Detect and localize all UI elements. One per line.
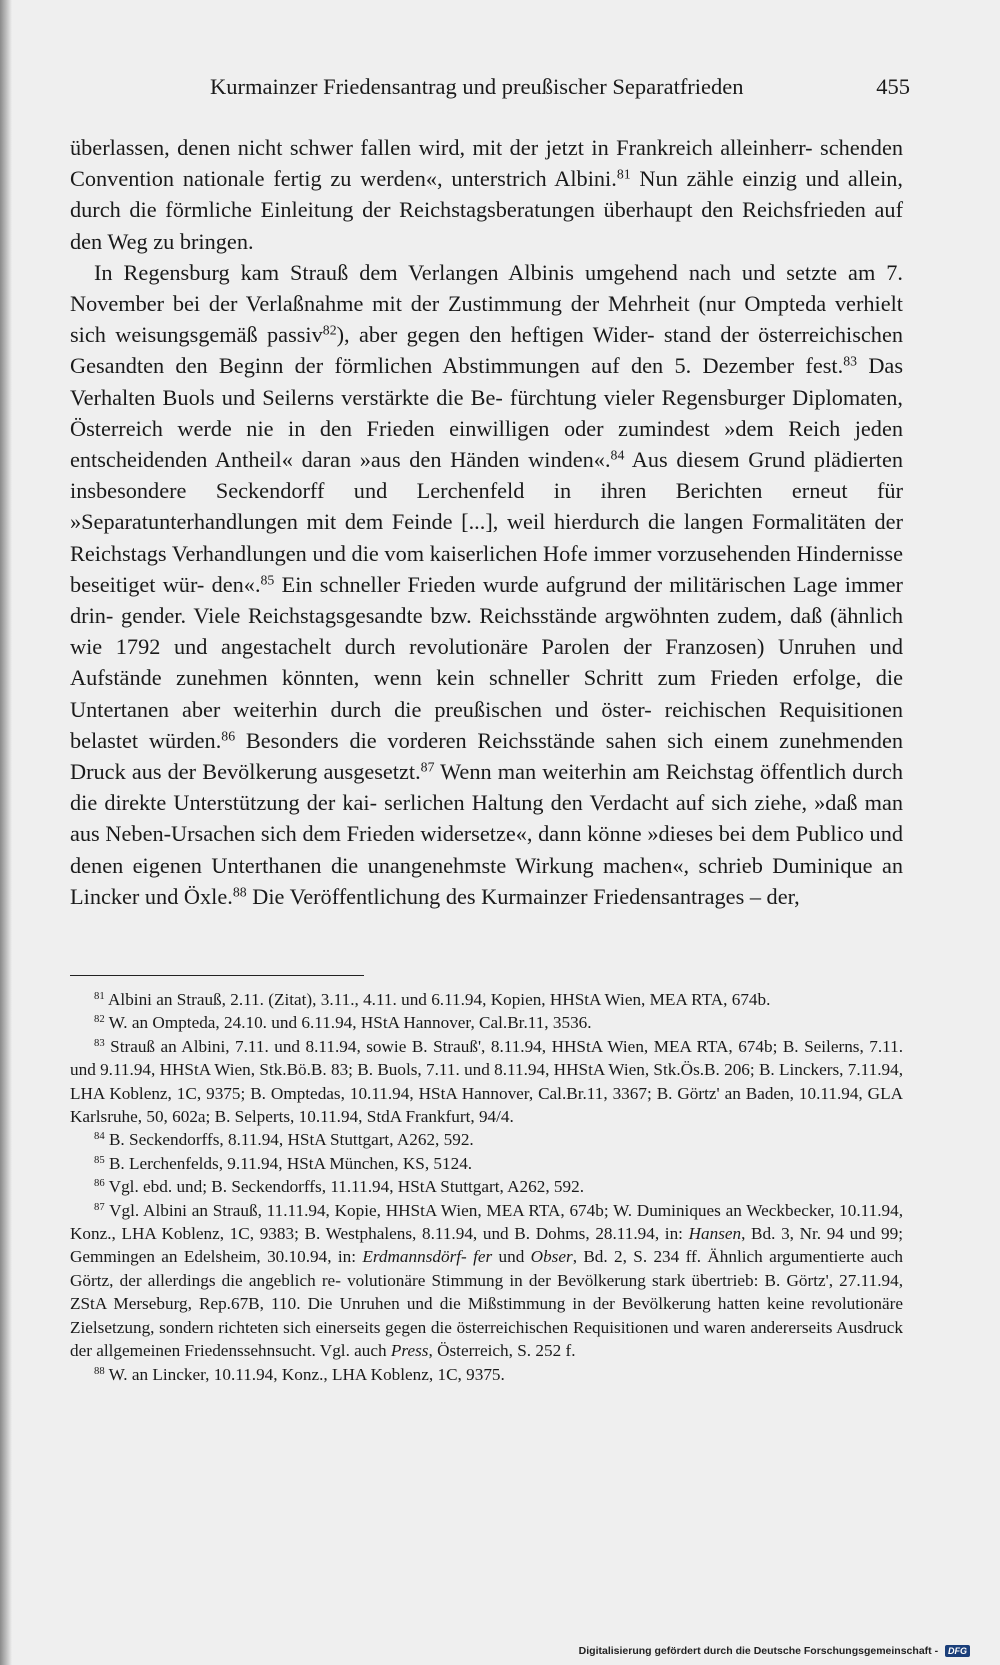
main-text — [70, 132, 903, 912]
text-run: Besonders die vorderen Reichsstände sahen sich einem zunehmenden Druck aus der Bevölkerung ausgesetzt. — [70, 727, 903, 785]
text-run: Das Verhalten Buols und Seilerns verstärkte die Be- fürchtung vieler Regensburger Diplomaten, Österreich werde nie in den Frieden einwilligen oder zumindest »dem Reich jeden entscheidenden Antheil« daran »aus den Händen winden«. — [70, 353, 904, 473]
italic-text: Erdmannsdörf- fer — [362, 1247, 493, 1267]
footnote-ref: 86 — [221, 728, 236, 744]
footnote-number: 82 — [94, 1014, 105, 1026]
paragraph — [70, 132, 903, 257]
footnote — [70, 1175, 903, 1198]
text-run: Aus diesem Grund plädierten insbesondere Seckendorff und Lerchenfeld in ihren Berichten erneut für »Separatunterhandlungen mit dem Feinde [...], weil hierdurch die langen Formalitäten der Reichstags Verhandlungen und die vom kaiserlichen Hofe immer vorzusehenden Hindernisse beseitiget wür- den«. — [70, 447, 903, 597]
text-run: B. Lerchenfelds, 9.11.94, HStA München, KS, 5124. — [108, 1153, 473, 1173]
footnote-number: 83 — [94, 1037, 105, 1049]
paragraph — [70, 257, 903, 912]
footnote-separator — [70, 975, 364, 976]
text-run: , Bd. 2, S. 234 ff. Ähnlich argumentierte auch Görtz, der allerdings die angeblich re- volutionäre Stimmung in der Bevölkerung stark übertrieb: B. Görtz', 27.11.94, ZStA Merseburg, Rep.67B, 110. Die Unruhen und die Mißstimmung in der Bevölkerung hatten keine revolutionäre Zielsetzung, sondern richteten sich einerseits gegen die österreichischen Requisitionen und waren andererseits Ausdruck der allgemeinen Friedenssehnsucht. Vgl. auch — [70, 1247, 903, 1361]
running-title: Kurmainzer Friedensantrag und preußischer Separatfrieden — [210, 74, 744, 99]
text-run: W. an Lincker, 10.11.94, Konz., LHA Koblenz, 1C, 9375. — [108, 1364, 505, 1384]
footnote-number: 88 — [94, 1365, 105, 1377]
text-run: Wenn man weiterhin am Reichstag öffentlich durch die direkte Unterstützung der kai- serlichen Haltung den Verdacht auf sich ziehe, »daß man aus Neben-Ursachen sich dem Frieden widersetze«, dann könne »dieses bei dem Publico und denen eigenen Unterthanen die unangenehmste Wirkung machen«, schrieb Duminique an Lincker und Öxle. — [70, 759, 903, 909]
text-run: W. an Ompteda, 24.10. und 6.11.94, HStA Hannover, Cal.Br.11, 3536. — [108, 1013, 592, 1033]
text-run: B. Seckendorffs, 8.11.94, HStA Stuttgart, A262, 592. — [108, 1130, 474, 1150]
footnote-ref: 85 — [260, 572, 275, 588]
text-run: und — [492, 1247, 531, 1267]
italic-text: Hansen — [688, 1224, 742, 1244]
footnote-number: 87 — [94, 1201, 105, 1213]
text-run: Albini an Strauß, 2.11. (Zitat), 3.11., 4.11. und 6.11.94, Kopien, HHStA Wien, MEA RTA, 674b. — [108, 990, 771, 1009]
footnotes — [70, 988, 903, 1386]
credit-text: Digitalisierung gefördert durch die Deutsche Forschungsgemeinschaft — [578, 1645, 932, 1658]
text-run: , Bd. 3, Nr. 94 und 99; Gemmingen an Edelsheim, 30.10.94, in: — [70, 1224, 903, 1267]
text-run: ), aber gegen den heftigen Wider- stand der österreichischen Gesandten den Beginn der förmlichen Abstimmungen auf den 5. Dezember fest. — [70, 322, 903, 379]
italic-text: Obser — [530, 1247, 573, 1267]
footnote-ref: 87 — [420, 759, 435, 775]
footnote — [70, 1011, 903, 1034]
text-run: Vgl. ebd. und; B. Seckendorffs, 11.11.94, HStA Stuttgart, A262, 592. — [108, 1177, 585, 1197]
page-gutter-shadow — [0, 0, 12, 1665]
footnote-number: 84 — [94, 1131, 105, 1143]
text-run: Strauß an Albini, 7.11. und 8.11.94, sowie B. Strauß', 8.11.94, HHStA Wien, MEA RTA, 674b; B. Seilerns, 7.11. und 9.11.94, HHStA Wien, Stk.Bö.B. 83; B. Buols, 7.11. und 8.11.94, HHStA Wien, Stk.Ös.B. 206; B. Linckers, 7.11.94, LHA Koblenz, 1C, 9375; B. Omptedas, 10.11.94, HStA Hannover, Cal.Br.11, 3367; B. Görtz' an Baden, 10.11.94, GLA Karlsruhe, 50, 602a; B. Selperts, 10.11.94, StdA Frankfurt, 94/4. — [70, 1036, 904, 1127]
footnote-ref: 81 — [616, 166, 631, 182]
text-run: überlassen, denen nicht schwer fallen wird, mit der jetzt in Frankreich alleinherr- schenden Convention nationale fertig zu werden«, unterstrich Albini. — [70, 135, 903, 192]
footnote-ref: 82 — [322, 322, 337, 338]
footnote-number: 85 — [94, 1154, 105, 1166]
footnote — [70, 1035, 903, 1129]
text-run: , Österreich, S. 252 f. — [428, 1341, 576, 1361]
footnote-ref: 83 — [843, 353, 858, 369]
footnote — [70, 1128, 903, 1151]
footnote — [70, 1152, 903, 1175]
footnote-number: 81 — [94, 991, 105, 1003]
footnote-number: 86 — [94, 1178, 105, 1190]
italic-text: Press — [390, 1341, 429, 1361]
text-run: In Regensburg kam Strauß dem Verlangen Albinis umgehend nach und setzte am 7. November bei der Verlaßnahme mit der Zustimmung der Mehrheit (nur Ompteda verhielt sich weisungsgemäß passiv — [70, 259, 903, 348]
footnote-ref: 88 — [232, 884, 247, 900]
text-run: Vgl. Albini an Strauß, 11.11.94, Kopie, HHStA Wien, MEA RTA, 674b; W. Duminiques an Weckbecker, 10.11.94, Konz., LHA Koblenz, 1C, 9383; B. Westphalens, 8.11.94, und B. Dohms, 28.11.94, in: — [70, 1200, 903, 1244]
footnote — [70, 1363, 903, 1386]
text-run: Die Veröffentlichung des Kurmainzer Friedensantrages – der, — [246, 883, 800, 909]
footnote — [70, 1199, 903, 1363]
footnote-ref: 84 — [610, 447, 625, 463]
text-run: Ein schneller Frieden wurde aufgrund der militärischen Lage immer drin- gender. Viele Reichstagsgesandte bzw. Reichsstände argwöhnten zudem, daß (ähnlich wie 1792 und angestachelt durch revolutionäre Parolen der Franzosen) Unruhen und Aufstände zunehmen könnten, wenn kein schneller Schritt zum Frieden erfolge, die Untertanen aber weiterhin durch die preußischen und öster- reichischen Requisitionen belastet würden. — [70, 571, 903, 753]
footnote — [70, 988, 903, 1011]
digitization-credit: Digitalisierung gefördert durch die Deutsche Forschungsgemeinschaft - DFG — [579, 1645, 970, 1657]
dfg-logo-icon: DFG — [945, 1645, 970, 1657]
text-run: Nun zähle einzig und allein, durch die förmliche Einleitung der Reichstagsberatungen überhaupt den Reichsfrieden auf den Weg zu bringen. — [70, 166, 903, 254]
page-number: 455 — [876, 74, 910, 99]
